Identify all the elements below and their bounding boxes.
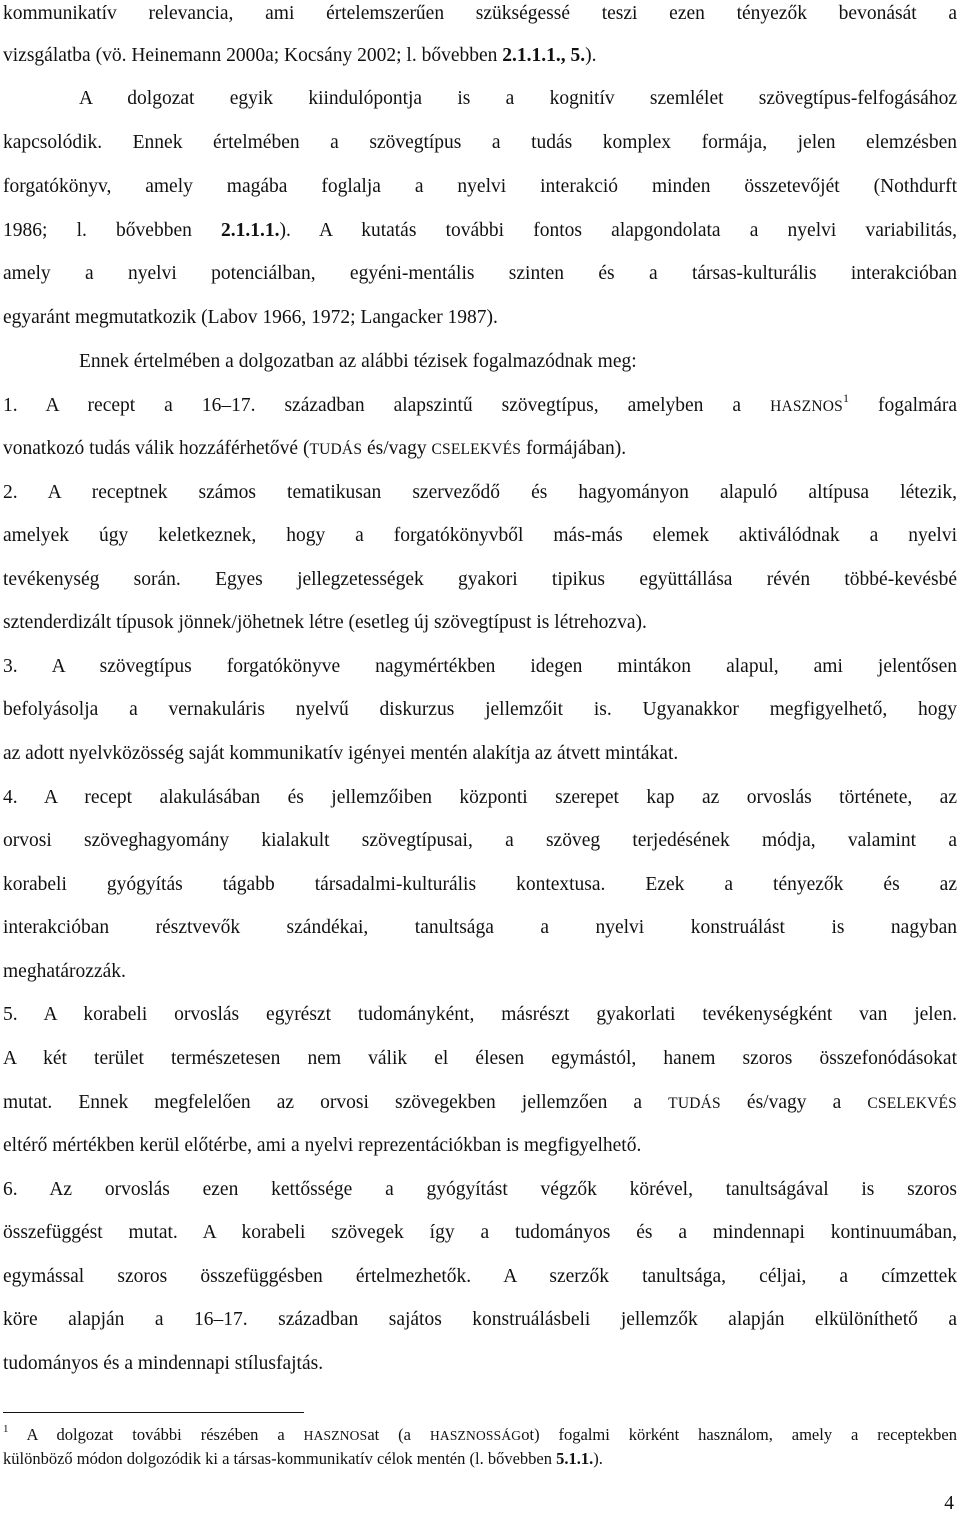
body-line: amelyek úgy keletkeznek, hogy a forgatókönyvből más-más elemek aktiválódnak a nyelvi: [3, 525, 957, 546]
body-line: köre alapján a 16–17. században sajátos konstruálásbeli jellemzők alapján elkülöníthető a: [3, 1309, 957, 1330]
body-line: vonatkozó tudás válik hozzáférhetővé (TUDÁS és/vagy CSELEKVÉS formájában).: [3, 438, 627, 459]
body-line: kapcsolódik. Ennek értelmében a szövegtípus a tudás komplex formája, jelen elemzésben: [3, 132, 957, 153]
body-line: tudományos és a mindennapi stílusfajtás.: [3, 1353, 324, 1374]
body-line: Ennek értelmében a dolgozatban az alábbi tézisek fogalmazódnak meg:: [79, 351, 637, 372]
section-reference: 2.1.1.1., 5.: [502, 45, 586, 66]
footnote-separator: [3, 1412, 304, 1413]
body-line: forgatókönyv, amely magába foglalja a nyelvi interakció minden összetevőjét (Nothdurft: [3, 176, 957, 197]
thesis-3-line: 3. A szövegtípus forgatókönyve nagymértékben idegen mintákon alapul, ami jelentősen: [3, 656, 957, 677]
body-line: egymással szoros összefüggésben értelmezhetők. A szerzők tanultsága, céljai, a címzettek: [3, 1266, 957, 1287]
body-line: egyaránt megmutatkozik (Labov 1966, 1972; Langacker 1987).: [3, 307, 498, 328]
body-line: az adott nyelvközösség saját kommunikatív igényei mentén alakítja az átvett mintákat.: [3, 743, 679, 764]
section-reference: 5.1.1.: [556, 1449, 594, 1468]
body-line: 1986; l. bővebben 2.1.1.1.). A kutatás további fontos alapgondolata a nyelvi variabilitás,: [3, 220, 957, 241]
thesis-1-line: 1. A recept a 16–17. században alapszintű szövegtípus, amelyben a HASZNOS$^1$ fogalmára: [3, 391, 957, 416]
body-line: összefüggést mutat. A korabeli szövegek így a tudományos és a mindennapi kontinuumában,: [3, 1222, 957, 1243]
body-line: amely a nyelvi potenciálban, egyéni-mentális szinten és a társas-kulturális interakcióban: [3, 263, 957, 284]
body-line: befolyásolja a vernakuláris nyelvű diskurzus jellemzőit is. Ugyanakkor megfigyelhető, hogy: [3, 699, 957, 720]
body-line: interakcióban résztvevők szándékai, tanultsága a nyelvi konstruálást is nagyban: [3, 917, 957, 938]
body-line: orvosi szöveghagyomány kialakult szövegtípusai, a szöveg terjedésének módja, valamint a: [3, 830, 957, 851]
body-line: meghatározzák.: [3, 961, 126, 982]
footnote-line: $^1$ A dolgozat további részében a HASZNOSat (a HASZNOSSÁGot) fogalmi körként használom, amely a receptekben: [3, 1423, 958, 1444]
body-line: mutat. Ennek megfelelően az orvosi szövegekben jellemzően a TUDÁS és/vagy a CSELEKVÉS: [3, 1092, 957, 1113]
thesis-2-line: 2. A receptnek számos tematikusan szerveződő és hagyományon alapuló altípusa létezik,: [3, 482, 957, 503]
page-number: 4: [944, 1493, 954, 1514]
body-line: A két terület természetesen nem válik el élesen egymástól, hanem szoros összefonódásokat: [3, 1048, 957, 1069]
footnote-line: különböző módon dolgozódik ki a társas-kommunikatív célok mentén (l. bővebben 5.1.1.).: [3, 1449, 603, 1468]
body-line: eltérő mértékben kerül előtérbe, ami a nyelvi reprezentációkban is megfigyelhető.: [3, 1135, 642, 1156]
body-line: sztenderdizált típusok jönnek/jöhetnek létre (esetleg új szövegtípust is létrehozva).: [3, 612, 647, 633]
body-line: vizsgálatba (vö. Heinemann 2000a; Kocsány 2002; l. bővebben 2.1.1.1., 5.).: [3, 45, 597, 66]
body-line: A dolgozat egyik kiindulópontja is a kognitív szemlélet szövegtípus-felfogásához: [79, 88, 957, 109]
thesis-6-line: 6. Az orvoslás ezen kettőssége a gyógyítást végzők körével, tanultságával is szoros: [3, 1179, 957, 1200]
body-line: tevékenység során. Egyes jellegzetességek gyakori tipikus együttállása révén többé-kevésbé: [3, 569, 957, 590]
thesis-5-line: 5. A korabeli orvoslás egyrészt tudományként, másrészt gyakorlati tevékenységként van jelen.: [3, 1004, 957, 1025]
footnote-marker: 1: [3, 1423, 9, 1435]
section-reference: 2.1.1.1.: [221, 220, 280, 241]
body-line: kommunikatív relevancia, ami értelemszerűen szükségessé teszi ezen tényezők bevonását a: [3, 3, 957, 24]
thesis-4-line: 4. A recept alakulásában és jellemzőiben központi szerepet kap az orvoslás története, az: [3, 787, 957, 808]
body-line: korabeli gyógyítás tágabb társadalmi-kulturális kontextusa. Ezek a tényezők és az: [3, 874, 957, 895]
footnote-ref: 1: [842, 391, 849, 405]
